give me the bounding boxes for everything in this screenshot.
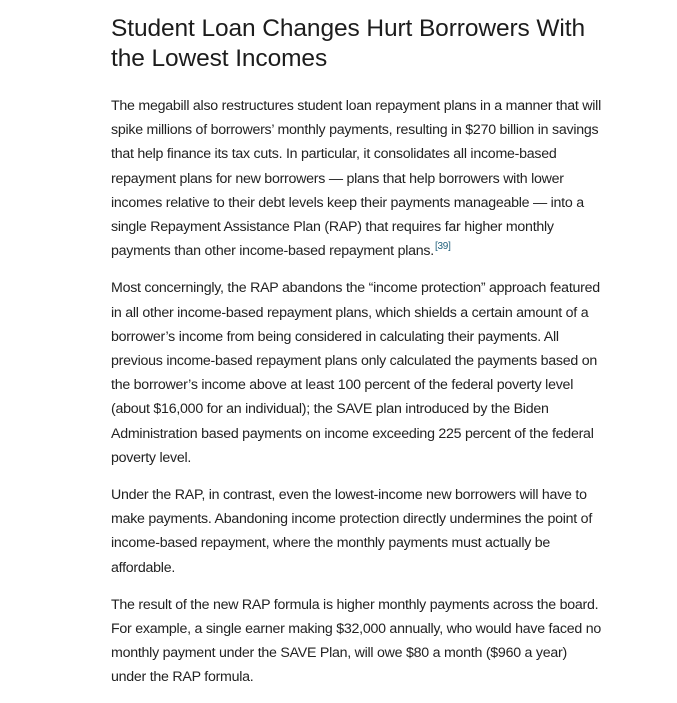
paragraph-3: Under the RAP, in contrast, even the lowest-income new borrowers will have to make payments. Abandoning income protection directly undermines the point of income-based repayment, where the monthly payments must actually be affordable. <box>111 487 593 576</box>
paragraph-1-text: The megabill also restructures student loan repayment plans in a manner that will spike millions of borrowers’ monthly payments, resulting in $270 billion in savings that help finance its tax cuts. In particular, it consolidates all income-based repayment plans for new borrowers — plans that help borrowers with lower incomes relative to their debt levels keep their payments manageable — into a single Repayment Assistance Plan (RAP) that requires far higher monthly payments than other income-based repayment plans. <box>111 98 601 260</box>
section-heading: Student Loan Changes Hurt Borrowers With the Lowest Incomes <box>111 15 585 72</box>
article-section <box>111 14 601 703</box>
paragraph-1 <box>111 94 601 263</box>
paragraph-2: Most concerningly, the RAP abandons the “income protection” approach featured in all other income-based repayment plans, which shields a certain amount of a borrower’s income from being considered in calculating their payments. All previous income-based repayment plans only calculated the payments based on the borrower’s income above at least 100 percent of the federal poverty level (about $16,000 for an individual); the SAVE plan introduced by the Biden Administration based payments on income exceeding 225 percent of the federal poverty level. <box>111 280 600 466</box>
footnote-link-39[interactable]: [39] <box>434 241 451 253</box>
paragraph-4: The result of the new RAP formula is higher monthly payments across the board. For example, a single earner making $32,000 annually, who would have faced no monthly payment under the SAVE Plan, will owe $80 a month ($960 a year) under the RAP formula. <box>111 596 601 686</box>
